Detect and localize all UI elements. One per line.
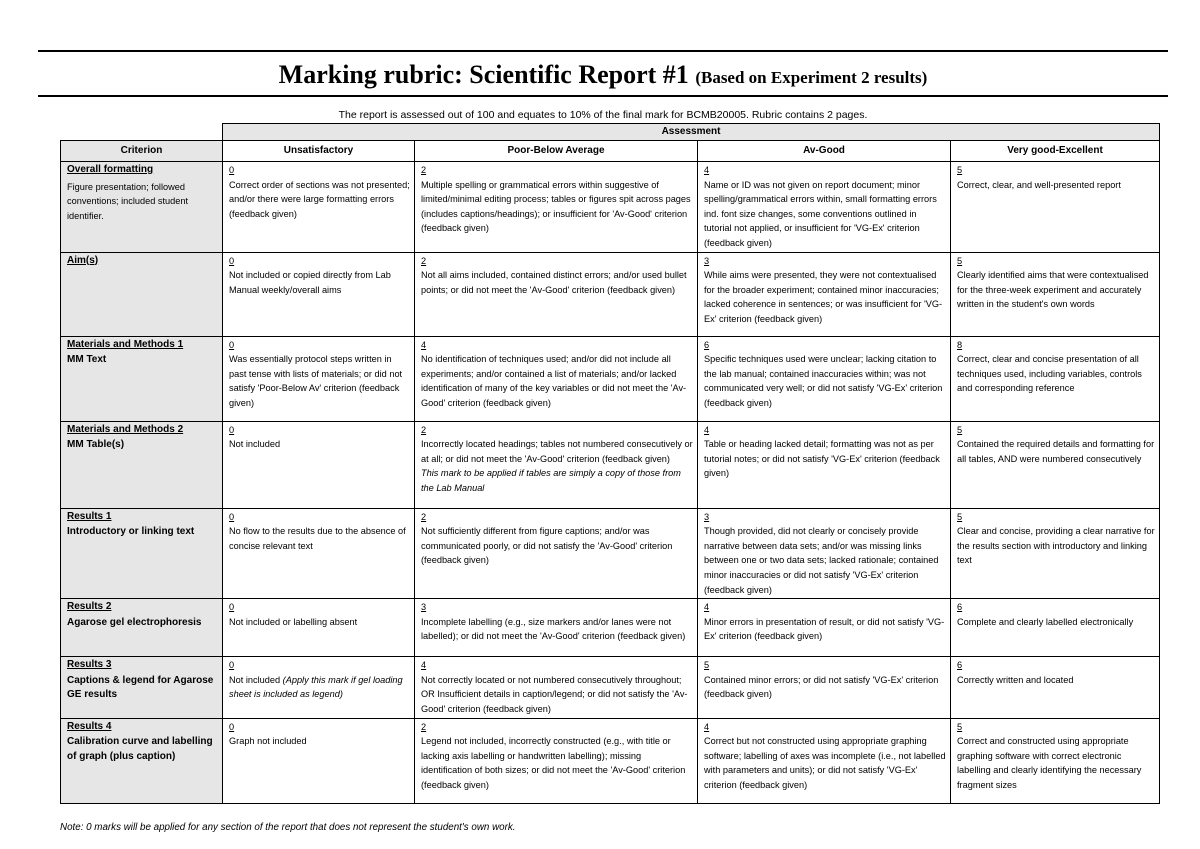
rubric-cell [951,508,1160,599]
rubric-cell [415,162,698,253]
mark-value: 3 [704,511,710,522]
mark-value: 2 [421,721,427,732]
cell-text: No flow to the results due to the absence of concise relevant text [229,526,406,551]
rubric-cell [415,421,698,508]
criterion-cell [61,657,223,718]
intro-text: The report is assessed out of 100 and equates to 10% of the final mark for BCMB20005. Rubric contains 2 pages. [338,109,868,121]
mark-value: 4 [421,660,427,671]
cell-text: Not included or labelling absent [229,616,358,627]
rubric-cell [223,252,415,336]
mark-value: 2 [421,511,427,522]
cell-text: Table or heading lacked detail; formatting was not as per tutorial notes; or did not satisfy 'VG-Ex' criterion (feedback given) [704,439,940,479]
cell-italic-note: (Apply this mark if gel loading sheet is included as legend) [229,674,403,700]
mark-value: 3 [421,602,427,613]
mark-value: 0 [229,424,235,435]
cell-text: Not included [229,674,281,685]
criterion-cell [61,336,223,421]
cell-text: Correct but not constructed using appropriate graphing software; labelling of axes was incomplete (i.e., not labelled with parameters and units); or did not satisfy 'VG-Ex' criterion (feedback given) [704,736,946,790]
cell-text: Incomplete labelling (e.g., size markers and/or lanes were not labelled); or did not meet the 'Av-Good' criterion (feedback given) [421,616,686,642]
rubric-cell [223,657,415,718]
rubric-cell [415,599,698,657]
rubric-cell [415,252,698,336]
mark-value: 4 [421,339,427,350]
cell-text: Correct, clear, and well-presented report [957,179,1121,190]
rubric-cell [951,162,1160,253]
rubric-cell [698,599,951,657]
criterion-cell [61,718,223,803]
cell-text: Clear and concise, providing a clear narrative for the results section with introductory and linking text [957,526,1155,566]
rubric-cell [223,508,415,599]
mark-value: 5 [957,511,963,522]
page-title [38,58,1168,95]
criterion-name: Results 4 [67,720,112,732]
criterion-name: Aim(s) [67,254,99,266]
criterion-subtitle: MM Text [67,354,107,366]
cell-note: This mark to be applied if tables are simply a copy of those from the Lab Manual [421,468,681,493]
criterion-name: Results 3 [67,659,112,671]
rubric-body [61,162,1160,804]
rubric-cell [415,336,698,421]
cell-text: While aims were presented, they were not contextualised for the broader experiment; contained minor inaccuracies; lacked coherence in sentences; or was insufficient for 'VG-Ex' criterion (feedback given) [704,270,943,324]
rubric-cell [223,336,415,421]
table-row [61,162,1160,253]
header-poor: Poor-Below Average [415,141,698,162]
cell-text: Clearly identified aims that were contextualised for the three-week experiment and accurately written in the student's own words [957,270,1149,310]
criterion-subtitle: Agarose gel electrophoresis [67,616,202,628]
criterion-subtitle: Calibration curve and labelling of graph (plus caption) [67,736,213,762]
mark-value: 0 [229,339,235,350]
cell-text: Not all aims included, contained distinct errors; and/or used bullet points; or did not meet the 'Av-Good' criterion (feedback given) [421,270,687,295]
mark-value: 0 [229,660,235,671]
cell-text: Legend not included, incorrectly constructed (e.g., with title or lacking axis labelling or handwritten labelling); missing identification of both sizes; or did not meet the 'Av-Good' criterion (feedback given) [421,736,686,790]
cell-text: Correct, clear and concise presentation of all techniques used, including variables, controls and corresponding reference [957,354,1142,394]
criterion-cell [61,508,223,599]
mark-value: 4 [704,602,710,613]
cell-text: Graph not included [229,736,307,747]
rubric-cell [223,162,415,253]
cell-text: Name or ID was not given on report document; minor spelling/grammatical errors within, small formatting errors ind. font size changes, some conventions outlined in tutorial not applied, or insufficient for 'VG-Ex' criterion (feedback given) [704,179,937,248]
rubric-cell [698,508,951,599]
rubric-cell [951,599,1160,657]
mark-value: 8 [957,339,963,350]
rubric-cell [415,508,698,599]
table-row [61,718,1160,803]
table-row [61,336,1160,421]
mark-value: 2 [421,165,427,175]
mark-value: 4 [704,165,710,175]
cell-text: Specific techniques used were unclear; lacking citation to the lab manual; contained inaccuracies within; was not communicated very well; or did not satisfy 'VG-Ex' criterion (feedback given) [704,354,943,408]
assessment-group-header: Assessment [223,124,1160,141]
mark-value: 6 [957,660,963,671]
rubric-cell [223,599,415,657]
rubric-table [60,123,1160,804]
mark-value: 0 [229,511,235,522]
mark-value: 0 [229,165,235,175]
top-rule [38,50,1168,52]
cell-text: Incorrectly located headings; tables not numbered consecutively or at all; or did not meet the 'Av-Good' criterion (feedback given) [421,439,693,464]
cell-text: Not included [229,439,281,450]
header-row [61,141,1160,162]
cell-text: Contained the required details and formatting for all tables, AND were numbered consecutively [957,439,1155,464]
mark-value: 5 [704,660,710,671]
title-rule [38,95,1168,97]
mark-value: 0 [229,255,235,266]
criterion-cell [61,252,223,336]
rubric-cell [951,421,1160,508]
blank-corner [61,124,223,141]
criterion-name: Overall formatting [67,164,154,175]
rubric-cell [415,718,698,803]
cell-text: Not correctly located or not numbered consecutively throughout; OR Insufficient details in caption/legend; or did not satisfy the 'Av-Good' criterion (feedback given) [421,674,688,714]
mark-value: 6 [704,339,710,350]
mark-value: 0 [229,602,235,613]
cell-text: Was essentially protocol steps written in past tense with lists of materials; or did not satisfy 'Poor-Below Av' criterion (feedback given) [229,354,403,408]
header-av-good: Av-Good [698,141,951,162]
mark-value: 4 [704,721,710,732]
cell-text: Though provided, did not clearly or concisely provide narrative between data sets; and/or was missing links between one or two data sets; lacked rationale; contained minor inaccuracies or did not satisfy 'VG-Ex' criterion (feedback given) [704,526,939,595]
rubric-cell [698,252,951,336]
cell-text: Not sufficiently different from figure captions; and/or was communicated poorly, or did not satisfy the 'Av-Good' criterion (feedback given) [421,526,673,566]
title-subtitle: (Based on Experiment 2 results) [695,68,928,87]
cell-text: Correct and constructed using appropriate graphing software with correct electronic labelling and clearly identifying the necessary fragment sizes [957,736,1142,790]
mark-value: 4 [704,424,710,435]
criterion-subtitle: MM Table(s) [67,439,125,451]
rubric-cell [698,718,951,803]
criterion-name: Materials and Methods 2 [67,423,184,435]
rubric-cell [698,421,951,508]
rubric-cell [698,657,951,718]
rubric-cell [223,421,415,508]
rubric-cell [415,657,698,718]
rubric-cell [698,336,951,421]
cell-text: Not included or copied directly from Lab Manual weekly/overall aims [229,270,391,295]
rubric-cell [951,657,1160,718]
mark-value: 6 [957,602,963,613]
criterion-subtitle: Introductory or linking text [67,526,195,538]
cell-text: Multiple spelling or grammatical errors within suggestive of limited/minimal editing process; tables or figures spit across pages (includes captions/headings); or insufficient for 'Av-Good' criterion (feedback given) [421,179,691,234]
header-criterion: Criterion [61,141,223,162]
rubric-cell [951,336,1160,421]
criterion-name: Materials and Methods 1 [67,338,184,350]
cell-text: Contained minor errors; or did not satisfy 'VG-Ex' criterion (feedback given) [704,674,939,700]
table-row [61,508,1160,599]
footnote: Note: 0 marks will be applied for any section of the report that does not represent the student's own work. [60,822,516,833]
criterion-cell [61,162,223,253]
table-row [61,252,1160,336]
mark-value: 2 [421,255,427,266]
rubric-cell [951,718,1160,803]
criterion-description: Figure presentation; followed conventions; included student identifier. [67,181,189,221]
criterion-cell [61,599,223,657]
mark-value: 0 [229,721,235,732]
cell-text: No identification of techniques used; and/or did not include all experiments; and/or contained a list of materials; and/or lacked identification of many of the key variables or did not meet the 'Av-Good' criterion (feedback given) [421,354,687,408]
cell-text: Complete and clearly labelled electronically [957,616,1134,627]
table-row [61,657,1160,718]
title-main: Marking rubric: Scientific Report #1 [278,60,689,89]
criterion-name: Results 2 [67,601,112,613]
cell-text: Correctly written and located [957,674,1074,685]
table-row [61,421,1160,508]
rubric-cell [698,162,951,253]
mark-value: 2 [421,424,427,435]
rubric-cell [951,252,1160,336]
mark-value: 5 [957,165,963,175]
rubric-cell [223,718,415,803]
cell-text: Minor errors in presentation of result, or did not satisfy 'VG-Ex' criterion (feedback given) [704,616,945,642]
cell-text: Correct order of sections was not presented; and/or there were large formatting errors (feedback given) [229,179,410,219]
header-unsatisfactory: Unsatisfactory [223,141,415,162]
mark-value: 5 [957,424,963,435]
criterion-cell [61,421,223,508]
header-excellent: Very good-Excellent [951,141,1160,162]
table-row [61,599,1160,657]
mark-value: 3 [704,255,710,266]
criterion-subtitle: Captions & legend for Agarose GE results [67,674,214,701]
mark-value: 5 [957,721,963,732]
criterion-name: Results 1 [67,510,112,522]
mark-value: 5 [957,255,963,266]
